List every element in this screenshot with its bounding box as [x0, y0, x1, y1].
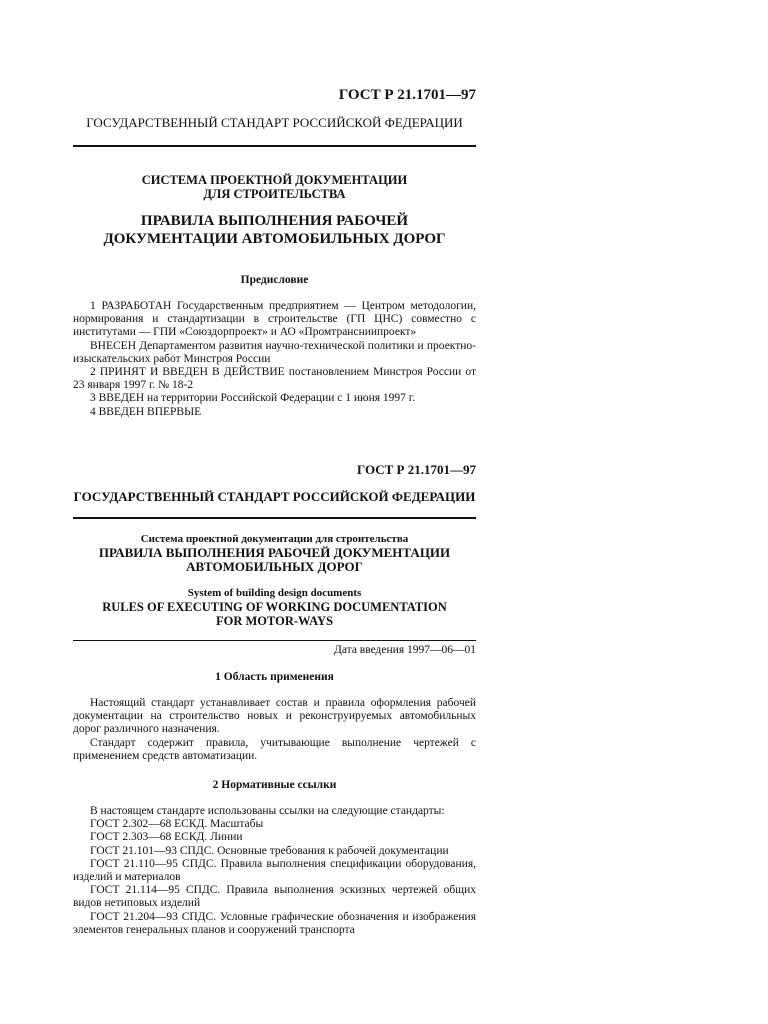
- section-2-intro: В настоящем стандарте использованы ссылки на следующие стандарты:: [90, 805, 445, 817]
- english-system-title: System of building design documents: [187, 587, 362, 599]
- main-title-2: ПРАВИЛА ВЫПОЛНЕНИЯ РАБОЧЕЙ ДОКУМЕНТАЦИИ АВТОМОБИЛЬНЫХ ДОРОГ: [98, 545, 451, 574]
- section-2-heading: 2 Нормативные ссылки: [212, 779, 337, 791]
- reference-item: ГОСТ 2.303—68 ЕСКД. Линии: [90, 831, 243, 844]
- section-1-body: [73, 697, 476, 763]
- preface-item-4: 4 ВВЕДЕН ВПЕРВЫЕ: [90, 405, 202, 418]
- section-1-paragraph: Настоящий стандарт устанавливает состав и правила оформления рабочей документации на строительство новых и реконструируемых автомобильных дорог различного назначения.: [73, 697, 476, 736]
- system-title-2: Система проектной документации для строительства: [140, 533, 409, 545]
- main-title: ПРАВИЛА ВЫПОЛНЕНИЯ РАБОЧЕЙ ДОКУМЕНТАЦИИ АВТОМОБИЛЬНЫХ ДОРОГ: [103, 213, 446, 247]
- preface-body: [73, 300, 476, 419]
- preface-heading: Предисловие: [240, 274, 309, 286]
- section-1-heading: 1 Область применения: [215, 671, 334, 683]
- section-2-body: [73, 805, 476, 937]
- doc-number-2: ГОСТ Р 21.1701—97: [357, 462, 476, 477]
- section-1-paragraph: Стандарт содержит правила, учитывающие выполнение чертежей с применением средств автоматизации.: [73, 736, 476, 762]
- reference-item: ГОСТ 21.101—93 СПДС. Основные требования к рабочей документации: [90, 844, 449, 857]
- divider: [73, 640, 476, 641]
- divider: [73, 517, 476, 519]
- state-standard-title: ГОСУДАРСТВЕННЫЙ СТАНДАРТ РОССИЙСКОЙ ФЕДЕРАЦИИ: [86, 115, 463, 130]
- state-standard-title-2: ГОСУДАРСТВЕННЫЙ СТАНДАРТ РОССИЙСКОЙ ФЕДЕРАЦИИ: [73, 489, 476, 504]
- reference-item: ГОСТ 2.302—68 ЕСКД. Масштабы: [90, 818, 264, 831]
- system-title: СИСТЕМА ПРОЕКТНОЙ ДОКУМЕНТАЦИИ ДЛЯ СТРОИТЕЛЬСТВА: [141, 173, 408, 201]
- preface-item-introduced-by: ВНЕСЕН Департаментом развития научно-технической политики и проектно-изыскательских работ Минстроя России: [73, 339, 476, 365]
- preface-item-3: 3 ВВЕДЕН на территории Российской Федерации с 1 июня 1997 г.: [90, 392, 416, 405]
- reference-item: ГОСТ 21.114—95 СПДС. Правила выполнения эскизных чертежей общих видов нетиповых изделий: [73, 884, 476, 910]
- divider: [73, 145, 476, 147]
- preface-item-1: 1 РАЗРАБОТАН Государственным предприятием — Центром методологии, нормирования и стандартизации в строительстве (ГП ЦНС) совместно с институтами — ГПИ «Союздорпроект» и АО «Промтрансниипроект»: [73, 300, 476, 339]
- english-main-title: RULES OF EXECUTING OF WORKING DOCUMENTATION FOR MOTOR-WAYS: [102, 600, 447, 628]
- doc-number: ГОСТ Р 21.1701—97: [338, 87, 476, 103]
- reference-item: ГОСТ 21.204—93 СПДС. Условные графические обозначения и изображения элементов генеральных планов и сооружений транспорта: [73, 910, 476, 936]
- reference-item: ГОСТ 21.110—95 СПДС. Правила выполнения спецификации оборудования, изделий и материалов: [73, 857, 476, 884]
- preface-item-2: 2 ПРИНЯТ И ВВЕДЕН В ДЕЙСТВИЕ постановлением Минстроя России от 23 января 1997 г. № 18-2: [73, 366, 476, 392]
- introduction-date: Дата введения 1997—06—01: [334, 644, 476, 656]
